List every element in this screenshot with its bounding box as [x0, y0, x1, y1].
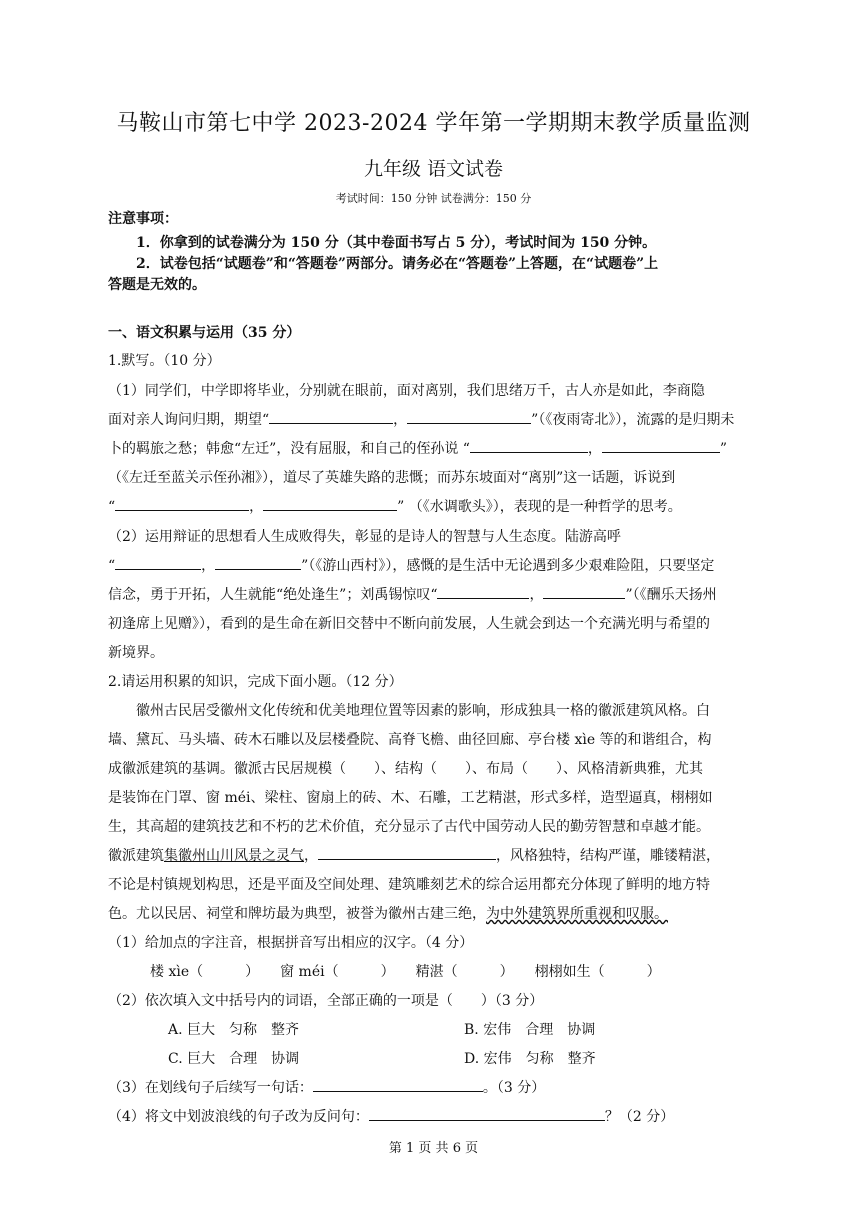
option-d[interactable]: D. 宏伟 匀称 整齐 — [464, 1051, 596, 1067]
answer-blank[interactable] — [318, 845, 496, 860]
q1-p1-line1: （1）同学们，中学即将毕业，分别就在眼前，面对离别，我们思绪万千，古人亦是如此，李商隐 — [108, 383, 705, 399]
q2-article-line8 — [108, 903, 768, 923]
q1-p2-line5: 新境界。 — [108, 645, 164, 661]
exam-subtitle: 九年级 语文试卷 — [363, 158, 504, 180]
q1-p2-l3-tail: ”（《酬乐天扬州 — [625, 587, 717, 603]
q2-sub1-items: 楼 xìe（ ） 窗 méi（ ） 精湛（ ） 栩栩如生（ ） — [150, 964, 661, 980]
q2-sub2: （2）依次填入文中括号内的词语，全部正确的一项是（ ）（3 分） — [108, 993, 544, 1009]
quote: “ — [108, 499, 116, 515]
answer-blank[interactable] — [407, 409, 531, 424]
q2-article-line1: 徽州古民居受徽州文化传统和优美地理位置等因素的影响，形成独具一格的徽派建筑风格。白 — [136, 703, 710, 719]
q1-p1-line5 — [108, 496, 768, 516]
q1-p2-line2 — [108, 555, 768, 575]
notice-heading: 注意事项： — [108, 211, 178, 227]
comma: ， — [249, 499, 264, 515]
exam-title: 马鞍山市第七中学 2023-2024 学年第一学期期末教学质量监测 — [116, 111, 751, 136]
q1-p2-l2-tail: ”（《游山西村》），感慨的是生活中无论遇到多少艰难险阻，只要坚定 — [301, 558, 715, 574]
q2-title: 2.请运用积累的知识，完成下面小题。（12 分） — [108, 674, 403, 690]
q2-sub4-text: （4）将文中划波浪线的句子改为反问句： — [108, 1109, 369, 1125]
q2-sub3 — [108, 1077, 768, 1097]
section-1-heading: 一、语文积累与运用（35 分） — [108, 325, 301, 341]
page-number: 第 1 页 共 6 页 — [388, 1141, 479, 1156]
answer-blank[interactable] — [369, 1106, 605, 1121]
comma: ， — [529, 587, 544, 603]
answer-blank[interactable] — [263, 496, 397, 511]
q1-p2-l3-text: 信念，勇于开拓，人生就能“绝处逢生”；刘禹锡惊叹“ — [108, 587, 438, 603]
comma: ， — [304, 848, 318, 864]
answer-blank[interactable] — [543, 584, 625, 599]
answer-blank[interactable] — [602, 438, 720, 453]
option-c[interactable]: C. 巨大 合理 协调 — [168, 1051, 300, 1067]
q2-a8-text: 色。尤以民居、祠堂和牌坊最为典型，被誉为徽州古建三绝， — [108, 906, 486, 922]
q2-sub3-tail: 。（3 分） — [482, 1080, 546, 1096]
comma: ， — [201, 558, 216, 574]
option-b[interactable]: B. 宏伟 合理 协调 — [464, 1022, 596, 1038]
q2-article-line7: 不论是村镇规划构思，还是平面及空间处理、建筑雕刻艺术的综合运用都充分体现了鲜明的地方特 — [108, 877, 710, 893]
q1-p1-line3 — [108, 438, 768, 458]
option-a[interactable]: A. 巨大 匀称 整齐 — [168, 1022, 300, 1038]
q1-p2-line1: （2）运用辩证的思想看人生成败得失，彰显的是诗人的智慧与人生态度。陆游高呼 — [108, 529, 621, 545]
q2-sub3-text: （3）在划线句子后续写一句话： — [108, 1080, 313, 1096]
exam-info: 考试时间：150 分钟 试卷满分：150 分 — [335, 192, 532, 205]
q2-sub1: （1）给加点的字注音，根据拼音写出相应的汉字。（4 分） — [108, 935, 474, 951]
q1-p1-l3-text: 卜的羁旅之愁；韩愈“左迁”，没有屈服，和自己的侄孙说 “ — [108, 441, 470, 457]
q1-title: 1.默写。（10 分） — [108, 353, 221, 369]
quote: “ — [108, 558, 116, 574]
q2-article-line2: 墙、黛瓦、马头墙、砖木石雕以及层楼叠院、高脊飞檐、曲径回廊、亭台楼 xìe 等的和谐组合，构 — [108, 732, 712, 748]
answer-blank[interactable] — [470, 438, 588, 453]
q2-a6-text: 徽派建筑 — [108, 848, 164, 864]
notice-item-2-line2: 答题是无效的。 — [108, 277, 206, 293]
q2-article-line6 — [108, 845, 768, 865]
notice-item-2-line1: 2．试卷包括“试题卷”和“答题卷”两部分。请务必在“答题卷”上答题，在“试题卷”上 — [136, 256, 659, 272]
wavy-underlined-sentence: 为中外建筑界所重视和叹服。 — [486, 906, 668, 922]
q1-p2-line4: 初逢席上见赠》），看到的是生命在新旧交替中不断向前发展，人生就会到达一个充满光明与希望的 — [108, 616, 710, 632]
q1-p1-line4: （《左迁至蓝关示侄孙湘》），道尽了英雄失路的悲慨；而苏东坡面对“离别”这一话题，诉说到 — [108, 470, 676, 486]
quote: ” — [719, 441, 728, 457]
q2-a6-tail: ，风格独特，结构严谨，雕镂精湛， — [496, 848, 720, 864]
q1-p1-line2 — [108, 409, 768, 429]
q2-sub4-tail: ？（2 分） — [604, 1109, 675, 1125]
q1-p1-l2-tail: ”（《夜雨寄北》），流露的是归期未 — [531, 412, 735, 428]
q2-sub4 — [108, 1106, 768, 1126]
underlined-sentence: 集徽州山川风景之灵气 — [164, 848, 304, 864]
answer-blank[interactable] — [115, 555, 201, 570]
answer-blank[interactable] — [115, 496, 249, 511]
q1-p2-line3 — [108, 584, 768, 604]
answer-blank[interactable] — [269, 409, 393, 424]
notice-item-1: 1．你拿到的试卷满分为 150 分（其中卷面书写占 5 分），考试时间为 150 分钟。 — [136, 235, 657, 251]
q2-article-line5: 生，其高超的建筑技艺和不朽的艺术价值，充分显示了古代中国劳动人民的勤劳智慧和卓越才能。 — [108, 819, 710, 835]
comma: ， — [587, 441, 602, 457]
q2-article-line3: 成徽派建筑的基调。徽派古民居规模（ ）、结构（ ）、布局（ ）、风格清新典雅，尤其 — [108, 761, 703, 777]
q2-article-line4: 是装饰在门罩、窗 méi、梁柱、窗扇上的砖、木、石雕，工艺精湛，形式多样，造型逼真，栩栩如 — [108, 790, 713, 806]
comma: ， — [393, 412, 408, 428]
q1-p1-l2-text: 面对亲人询问归期，期望“ — [108, 412, 270, 428]
q1-p1-l5-tail: ” （《水调歌头》），表现的是一种哲学的思考。 — [397, 499, 682, 515]
answer-blank[interactable] — [215, 555, 301, 570]
answer-blank[interactable] — [313, 1077, 483, 1092]
answer-blank[interactable] — [437, 584, 529, 599]
